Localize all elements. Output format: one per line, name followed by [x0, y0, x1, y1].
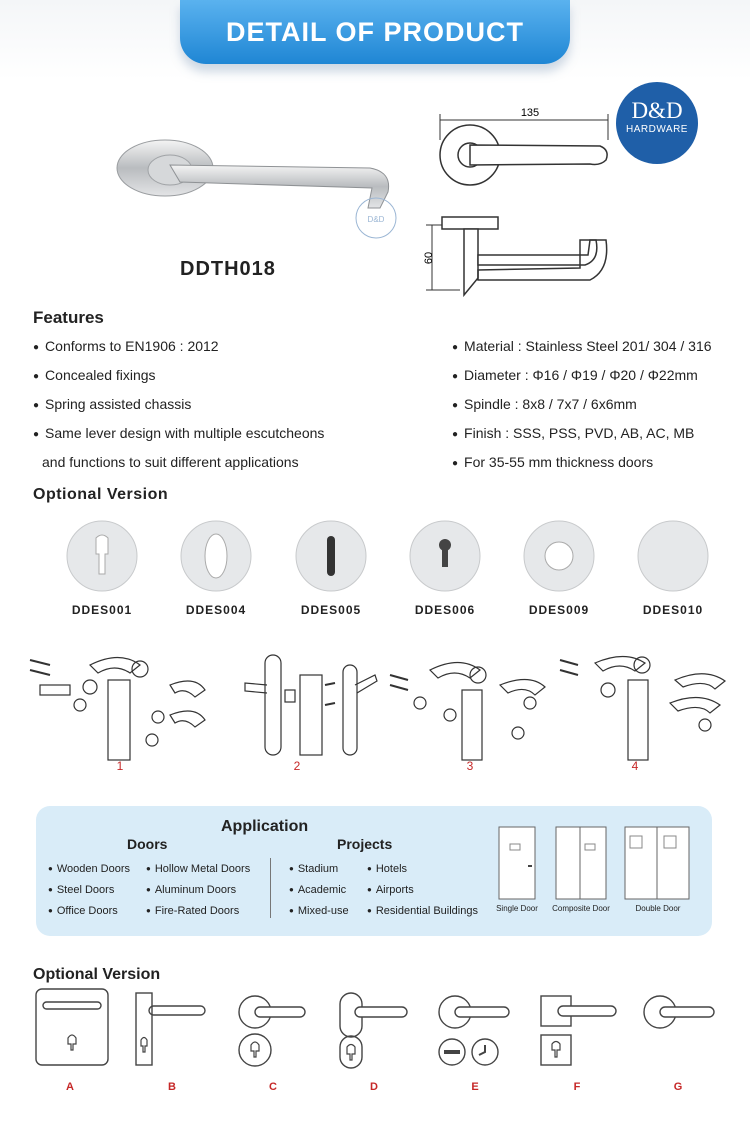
banner-title: DETAIL OF PRODUCT	[226, 16, 524, 47]
feature-item: ● Finish : SSS, PSS, PVD, AB, AC, MB	[452, 420, 712, 449]
feature-item: ● For 35-55 mm thickness doors	[452, 449, 712, 478]
projects-heading: Projects	[337, 836, 393, 852]
option-label: F	[573, 1081, 581, 1093]
optional-version-heading: Optional Version	[33, 486, 169, 503]
installation-diagram-1	[30, 645, 210, 760]
escutcheon-label: DDES005	[300, 603, 362, 617]
installation-diagram-4	[560, 645, 740, 760]
escutcheon-ddes006	[409, 520, 481, 592]
feature-item: ● Material : Stainless Steel 201/ 304 / 316	[452, 333, 712, 362]
features-left-list	[33, 333, 324, 478]
application-title: Application	[221, 818, 309, 835]
feature-item-continued: and functions to suit different applications	[42, 454, 299, 470]
feature-item: ● Spring assisted chassis	[33, 391, 324, 420]
dimension-width: 135	[520, 107, 540, 119]
diagram-number: 4	[631, 759, 639, 773]
logo-brand: D&D	[631, 98, 683, 123]
project-item: ● Hotels	[367, 863, 407, 875]
escutcheon-ddes001	[66, 520, 138, 592]
escutcheon-label: DDES010	[642, 603, 704, 617]
project-item: ● Stadium	[289, 863, 338, 875]
project-item: ● Residential Buildings	[367, 905, 478, 917]
option-f-drawing	[540, 995, 625, 1070]
feature-item: ● Conforms to EN1906 : 2012	[33, 333, 324, 362]
escutcheon-label: DDES004	[185, 603, 247, 617]
banner	[180, 0, 570, 64]
optional-version-heading-2: Optional Version	[33, 966, 161, 983]
feature-item: ● Spindle : 8x8 / 7x7 / 6x6mm	[452, 391, 712, 420]
escutcheon-ddes004	[180, 520, 252, 592]
feature-item: ● Concealed fixings	[33, 362, 324, 391]
brand-logo	[616, 82, 698, 164]
installation-diagram-2	[225, 645, 385, 760]
door-type-item: ● Office Doors	[48, 905, 118, 917]
option-a-drawing	[35, 988, 110, 1068]
escutcheon-label: DDES001	[71, 603, 133, 617]
installation-diagram-3	[390, 645, 565, 760]
diagram-number: 1	[116, 759, 124, 773]
option-c-drawing	[235, 995, 310, 1070]
product-model: DDTH018	[180, 258, 276, 280]
diagram-number: 3	[466, 759, 474, 773]
logo-sub: HARDWARE	[626, 124, 688, 135]
escutcheon-ddes010	[637, 520, 709, 592]
door-type-item: ● Aluminum Doors	[146, 884, 236, 896]
escutcheon-label: DDES009	[528, 603, 590, 617]
double-door-illustration	[624, 826, 692, 900]
option-label: D	[370, 1081, 378, 1093]
dimension-height: 60	[423, 251, 435, 265]
project-item: ● Academic	[289, 884, 346, 896]
escutcheon-ddes005	[295, 520, 367, 592]
option-label: G	[673, 1081, 683, 1093]
svg-text:D&D: D&D	[367, 215, 385, 224]
project-item: ● Airports	[367, 884, 414, 896]
watermark-seal	[346, 196, 406, 246]
composite-door-illustration	[555, 826, 609, 900]
feature-item: ● Diameter : Φ16 / Φ19 / Φ20 / Φ22mm	[452, 362, 712, 391]
option-label: B	[168, 1081, 176, 1093]
technical-drawing	[420, 100, 620, 300]
option-label: E	[471, 1081, 479, 1093]
option-label: C	[269, 1081, 277, 1093]
escutcheon-ddes009	[523, 520, 595, 592]
single-door-illustration	[498, 826, 538, 900]
features-right-list	[452, 333, 712, 478]
door-type-item: ● Wooden Doors	[48, 863, 130, 875]
escutcheon-label: DDES006	[414, 603, 476, 617]
option-e-drawing	[435, 995, 520, 1070]
features-heading: Features	[33, 308, 104, 327]
project-item: ● Mixed-use	[289, 905, 349, 917]
door-caption: Composite Door	[552, 904, 610, 913]
diagram-number: 2	[293, 759, 301, 773]
door-caption: Double Door	[635, 904, 681, 913]
option-b-drawing	[135, 992, 210, 1072]
option-label: A	[66, 1081, 74, 1093]
door-caption: Single Door	[496, 904, 538, 913]
door-type-item: ● Steel Doors	[48, 884, 114, 896]
option-d-drawing	[335, 992, 410, 1072]
door-type-item: ● Fire-Rated Doors	[146, 905, 239, 917]
feature-item: ● Same lever design with multiple escutcheons	[33, 420, 324, 449]
door-type-item: ● Hollow Metal Doors	[146, 863, 250, 875]
doors-heading: Doors	[127, 836, 168, 852]
option-g-drawing	[640, 995, 725, 1035]
application-divider	[270, 858, 271, 918]
